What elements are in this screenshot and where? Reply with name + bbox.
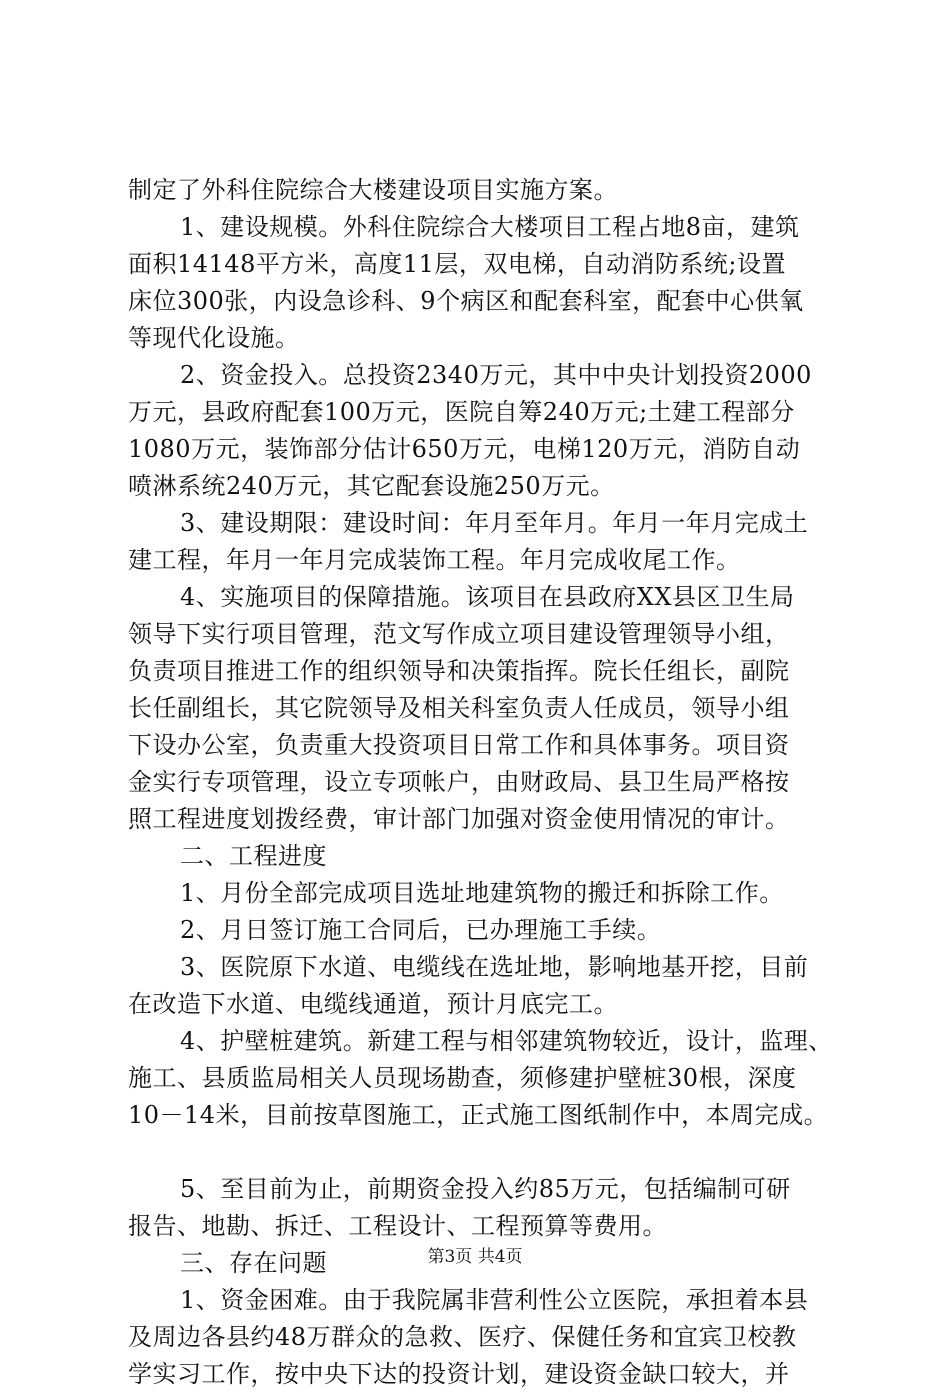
text-line: 制定了外科住院综合大楼建设项目实施方案。	[128, 176, 618, 204]
text-line: 金实行专项管理，设立专项帐户，由财政局、县卫生局严格按	[128, 768, 790, 796]
text-line: 照工程进度划拨经费，审计部门加强对资金使用情况的审计。	[128, 805, 790, 833]
text-line: 4、实施项目的保障措施。该项目在县政府XX县区卫生局	[180, 583, 795, 611]
text-line: 喷淋系统240万元，其它配套设施250万元。	[128, 472, 615, 500]
text-line: 学实习工作，按中央下达的投资计划，建设资金缺口较大，并	[128, 1360, 790, 1388]
text-line: 10－14米，目前按草图施工，正式施工图纸制作中，本周完成。	[128, 1101, 829, 1129]
text-line: 1、建设规模。外科住院综合大楼项目工程占地8亩，建筑	[180, 213, 800, 241]
text-line: 床位300张，内设急诊科、9个病区和配套科室，配套中心供氧	[128, 287, 804, 315]
text-line: 5、至目前为止，前期资金投入约85万元，包括编制可研	[180, 1175, 791, 1203]
text-line: 建工程，年月一年月完成装饰工程。年月完成收尾工作。	[128, 546, 741, 574]
text-line: 领导下实行项目管理，范文写作成立项目建设管理领导小组，	[128, 620, 790, 648]
text-line: 长任副组长，其它院领导及相关科室负责人任成员，领导小组	[128, 694, 790, 722]
page-number-label: 第3页 共4页	[427, 1247, 523, 1267]
text-line: 等现代化设施。	[128, 324, 300, 352]
text-line: 面积14148平方米，高度11层，双电梯，自动消防系统;设置	[128, 250, 786, 278]
text-line: 及周边各县约48万群众的急救、医疗、保健任务和宜宾卫校教	[128, 1323, 797, 1351]
text-line: 在改造下水道、电缆线通道，预计月底完工。	[128, 990, 618, 1018]
text-line: 施工、县质监局相关人员现场勘查，须修建护壁桩30根，深度	[128, 1064, 797, 1092]
section-heading: 二、工程进度	[180, 842, 327, 870]
text-line: 负责项目推进工作的组织领导和决策指挥。院长任组长，副院	[128, 657, 790, 685]
text-line: 万元，县政府配套100万元，医院自筹240万元;土建工程部分	[128, 398, 795, 426]
text-line: 报告、地勘、拆迁、工程设计、工程预算等费用。	[128, 1212, 667, 1240]
text-line: 2、月日签订施工合同后，已办理施工手续。	[180, 916, 662, 944]
text-line: 3、医院原下水道、电缆线在选址地，影响地基开挖，目前	[180, 953, 809, 981]
text-line: 1、资金困难。由于我院属非营利性公立医院，承担着本县	[180, 1286, 809, 1314]
section-heading: 三、存在问题	[180, 1249, 327, 1277]
text-line: 1080万元，装饰部分估计650万元，电梯120万元，消防自动	[128, 435, 801, 463]
text-line: 2、资金投入。总投资2340万元，其中中央计划投资2000	[180, 361, 812, 389]
blank-line	[128, 1134, 828, 1171]
text-line: 4、护壁桩建筑。新建工程与相邻建筑物较近，设计，监理、	[180, 1027, 833, 1055]
document-body	[128, 172, 833, 1393]
page-footer	[0, 1247, 950, 1267]
text-line: 1、月份全部完成项目选址地建筑物的搬迁和拆除工作。	[180, 879, 784, 907]
text-line: 下设办公室，负责重大投资项目日常工作和具体事务。项目资	[128, 731, 790, 759]
text-line: 3、建设期限：建设时间：年月至年月。年月一年月完成土	[180, 509, 809, 537]
